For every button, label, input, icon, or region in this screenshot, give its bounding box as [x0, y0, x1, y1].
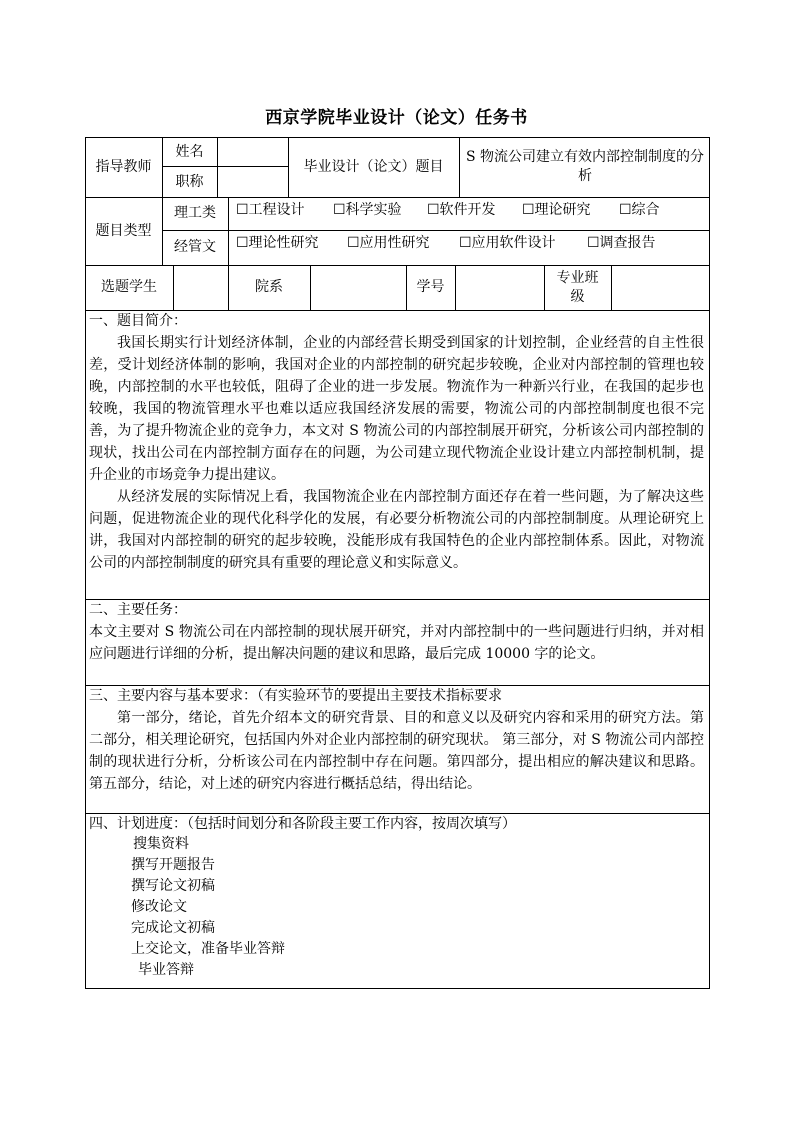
intro-heading: 一、题目简介：	[89, 313, 187, 329]
task-form-table	[85, 137, 710, 989]
econ-category-label: 经管文	[174, 239, 216, 255]
content-paragraph: 第一部分，绪论，首先介绍本文的研究背景、目的和意义以及研究内容和采用的研究方法。第二部分，相关理论研究，包括国内外对企业内部控制的研究现状。 第三部分，对 S 物流公司内部控制的现状进行分析，分析该公司在内部控制中存在问题。第四部分，提出相应的解决建议和思路。第五部分，结论，对上述的研究内容进行概括总结，得出结论。	[89, 710, 704, 792]
schedule-heading: 四、计划进度：（包括时间划分和各阶段主要工作内容，按周次填写）	[89, 816, 516, 832]
content-heading: 三、主要内容与基本要求：（有实验环节的要提出主要技术指标要求	[89, 688, 502, 704]
document-title: 西京学院毕业设计（论文）任务书	[265, 108, 528, 128]
department-field[interactable]	[310, 265, 406, 310]
department-label: 院系	[255, 279, 283, 295]
student-id-label: 学号	[416, 279, 445, 295]
section-main-task	[89, 599, 704, 665]
section-content-requirements	[89, 685, 704, 795]
schedule-item: 上交论文，准备毕业答辩	[131, 941, 285, 957]
checkbox-survey-report[interactable]: ☐调查报告	[587, 235, 656, 251]
checkbox-theory-research[interactable]: ☐理论研究	[522, 202, 591, 218]
student-id-field[interactable]	[455, 265, 544, 310]
schedule-item: 撰写开题报告	[131, 857, 215, 873]
checkbox-comprehensive[interactable]: ☐综合	[619, 202, 660, 218]
checkbox-scientific-experiment[interactable]: ☐科学实验	[333, 202, 402, 218]
advisor-label: 指导教师	[95, 158, 152, 175]
science-category-label: 理工类	[174, 205, 216, 221]
student-label: 选题学生	[101, 279, 157, 295]
checkbox-application-software[interactable]: ☐应用软件设计	[459, 235, 556, 251]
name-label: 姓名	[175, 143, 204, 160]
schedule-item: 毕业答辩	[138, 962, 194, 978]
intro-paragraph-2: 从经济发展的实际情况上看，我国物流企业在内部控制方面还存在着一些问题，为了解决这些问题，促进物流企业的现代化科学化的发展，有必要分析物流公司的内部控制制度。从理论研究上讲，我国对内部控制的研究的起步较晚，没能形成有我国特色的企业内部控制体系。因此，对物流公司的内部控制制度的研究具有重要的理论意义和实际意义。	[89, 489, 704, 571]
checkbox-theoretical-study[interactable]: ☐理论性研究	[236, 235, 319, 251]
advisor-rank-field[interactable]	[217, 167, 288, 197]
schedule-item: 完成论文初稿	[131, 920, 215, 936]
schedule-item: 修改论文	[131, 899, 187, 915]
class-label: 专业班级	[556, 269, 599, 305]
topic-value: S 物流公司建立有效内部控制制度的分析	[465, 149, 705, 184]
intro-paragraph-1: 我国长期实行计划经济体制，企业的内部经营长期受到国家的计划控制，企业经营的自主性很差，受计划经济体制的影响，我国对企业的内部控制的研究起步较晚，企业对内部控制的管理也较晚，内部控制的水平也较低，阻碍了企业的进一步发展。物流作为一种新兴行业，在我国的起步也较晚，我国的物流管理水平也难以适应我国经济发展的需要，物流公司的内部控制制度也很不完善，为了提升物流企业的竞争力，本文对 S 物流公司的内部控制展开研究，分析该公司内部控制的现状，找出公司在内部控制方面存在的问题，为公司建立现代物流企业设计建立内部控制机制，提升企业的市场竞争力提出建议。	[89, 335, 704, 483]
schedule-item: 撰写论文初稿	[131, 878, 215, 894]
topic-label: 毕业设计（论文）题目	[303, 158, 444, 175]
checkbox-software-development[interactable]: ☐软件开发	[427, 202, 496, 218]
student-name-field[interactable]	[173, 265, 228, 310]
advisor-name-field[interactable]	[217, 137, 288, 167]
class-field[interactable]	[611, 265, 710, 310]
topic-type-label: 题目类型	[95, 222, 152, 239]
rank-label: 职称	[175, 173, 204, 190]
task-heading: 二、主要任务：	[89, 602, 187, 618]
schedule-item: 搜集资料	[133, 836, 189, 852]
checkbox-applied-study[interactable]: ☐应用性研究	[347, 235, 430, 251]
section-intro	[89, 310, 704, 574]
checkbox-engineering-design[interactable]: ☐工程设计	[236, 202, 305, 218]
task-paragraph: 本文主要对 S 物流公司在内部控制的现状展开研究，并对内部控制中的一些问题进行归纳，并对相应问题进行详细的分析，提出解决问题的建议和思路，最后完成 10000 字的论文。	[89, 624, 704, 662]
section-schedule	[89, 813, 704, 835]
